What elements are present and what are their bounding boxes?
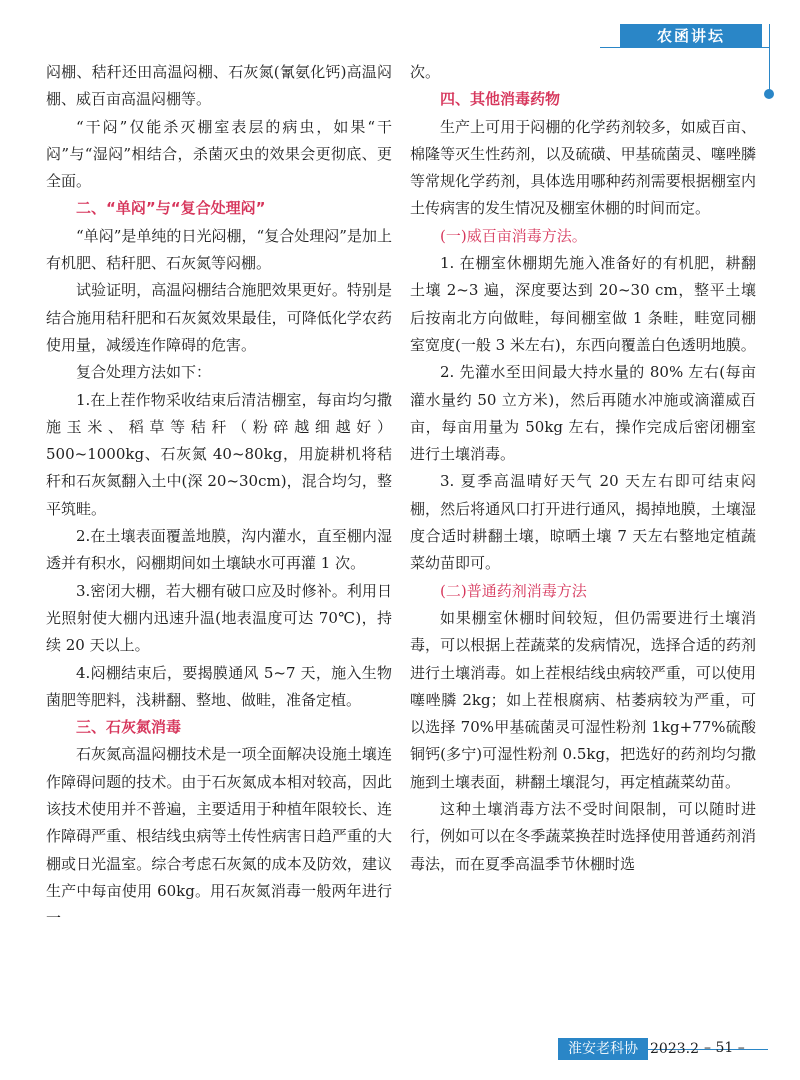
paragraph: 如果棚室休棚时间较短，但仍需要进行土壤消毒，可以根据上茬蔬菜的发病情况，选择合适的药剂进行土壤消毒。如上茬根结线虫病较严重，可以使用噻唑膦 2kg；如上茬根腐病、枯萎病较为严重，可以选择 70%甲基硫菌灵可湿性粉剂 1kg+77%硫酸铜钙(多宁)可湿性粉剂 0.5kg，把选好的药剂均匀撒施到土壤表面，耕翻土壤混匀，再定植蔬菜幼苗。 xyxy=(410,608,756,791)
left-column xyxy=(46,59,392,933)
paragraph: 1.在上茬作物采收结束后清洁棚室，每亩均匀撒施玉米、稻草等秸秆（粉碎越细越好）500~1000kg、石灰氮 40~80kg，用旋耕机将秸秆和石灰氮翻入土中(深 20~30cm)，混合均匀，整平筑畦。 xyxy=(46,390,392,518)
paragraph: 这种土壤消毒方法不受时间限制，可以随时进行，例如可以在冬季蔬菜换茬时选择使用普通药剂消毒法，而在夏季高温季节休棚时选 xyxy=(410,800,756,873)
body-text: 次。 xyxy=(410,63,441,81)
header-vertical-rule xyxy=(769,24,770,92)
body-text: 闷棚、秸秆还田高温闷棚、石灰氮(氰氨化钙)高温闷棚、威百亩高温闷棚等。 xyxy=(46,63,392,109)
paragraph: 复合处理方法如下： xyxy=(76,363,212,382)
page-number: – 51 – xyxy=(704,1040,745,1056)
paragraph: 石灰氮高温闷棚技术是一项全面解决设施土壤连作障碍问题的技术。由于石灰氮成本相对较高，因此该技术使用并不普遍，主要适用于种植年限较长、连作障碍严重、根结线虫病等土传性病害日趋严重的大棚或日光温室。综合考虑石灰氮的成本及防效，建议生产中每亩使用 60kg。用石灰氮消毒一般两年进行一 xyxy=(46,745,392,928)
paragraph: 试验证明，高温闷棚结合施肥效果更好。特别是结合施用秸秆肥和石灰氮效果最佳，可降低化学农药使用量，减缓连作障碍的危害。 xyxy=(46,281,392,354)
header-dot xyxy=(764,89,774,99)
paragraph: “干闷”仅能杀灭棚室表层的病虫，如果“干闷”与“湿闷”相结合，杀菌灭虫的效果会更彻底、更全面。 xyxy=(46,117,392,191)
paragraph: “单闷”是单纯的日光闷棚，“复合处理闷”是加上有机肥、秸秆肥、石灰氮等闷棚。 xyxy=(46,226,392,273)
subsection-heading: (一)威百亩消毒方法。 xyxy=(440,226,587,245)
header-rule xyxy=(600,47,770,48)
paragraph: 2. 先灌水至田间最大持水量的 80% 左右(每亩灌水量约 50 立方米)，然后再随水冲施或滴灌威百亩，每亩用量为 50kg 左右，操作完成后密闭棚室进行土壤消毒。 xyxy=(410,363,756,464)
right-column xyxy=(410,59,756,878)
issue-year: 2023.2 xyxy=(650,1041,699,1057)
paragraph: 1. 在棚室休棚期先施入准备好的有机肥，耕翻土壤 2~3 遍，深度要达到 20~30 cm，整平土壤后按南北方向做畦，每间棚室做 1 条畦，畦宽同棚室宽度(一般 3 米左右)，东西向覆盖白色透明地膜。 xyxy=(410,254,756,354)
paragraph: 3.密闭大棚，若大棚有破口应及时修补。利用日光照射使大棚内迅速升温(地表温度可达 70℃)，持续 20 天以上。 xyxy=(46,581,392,655)
paragraph: 生产上可用于闷棚的化学药剂较多，如威百亩、棉隆等灭生性药剂，以及硫磺、甲基硫菌灵、噻唑膦等常规化学药剂，具体选用哪种药剂需要根据棚室内土传病害的发生情况及棚室休棚的时间而定。 xyxy=(410,117,756,218)
journal-name: 淮安老科协 xyxy=(558,1038,648,1060)
section-heading: 二、“单闷”与“复合处理闷” xyxy=(76,199,266,218)
column-title: 农函讲坛 xyxy=(620,24,762,48)
subsection-heading: (二)普通药剂消毒方法 xyxy=(440,581,587,600)
paragraph: 4.闷棚结束后，要揭膜通风 5~7 天，施入生物菌肥等肥料，浅耕翻、整地、做畦，准备定植。 xyxy=(46,663,392,709)
paragraph: 2.在土壤表面覆盖地膜，沟内灌水，直至棚内湿透并有积水，闷棚期间如土壤缺水可再灌 1 次。 xyxy=(46,527,392,573)
paragraph: 3. 夏季高温晴好天气 20 天左右即可结束闷棚，然后将通风口打开进行通风，揭掉地膜，土壤湿度合适时耕翻土壤，晾晒土壤 7 天左右整地定植蔬菜幼苗即可。 xyxy=(410,472,756,573)
section-heading: 四、其他消毒药物 xyxy=(440,90,561,109)
section-heading: 三、石灰氮消毒 xyxy=(76,718,182,737)
